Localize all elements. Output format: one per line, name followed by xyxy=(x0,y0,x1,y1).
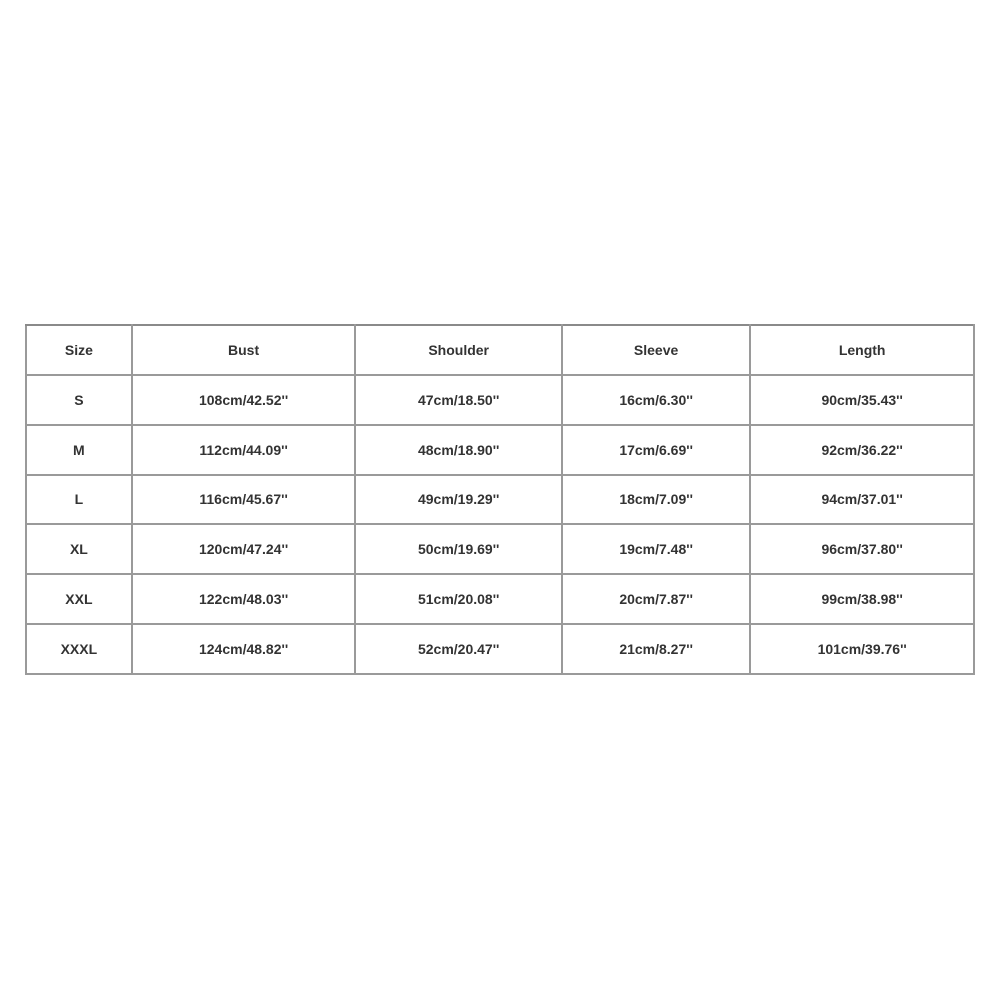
sleeve-cell: 20cm/7.87'' xyxy=(562,574,750,624)
bust-cell: 116cm/45.67'' xyxy=(132,475,356,525)
bust-cell: 120cm/47.24'' xyxy=(132,524,356,574)
header-bust: Bust xyxy=(132,325,356,375)
bust-cell: 124cm/48.82'' xyxy=(132,624,356,674)
sleeve-cell: 19cm/7.48'' xyxy=(562,524,750,574)
shoulder-cell: 52cm/20.47'' xyxy=(355,624,562,674)
shoulder-cell: 51cm/20.08'' xyxy=(355,574,562,624)
size-cell: L xyxy=(26,475,132,525)
size-cell: M xyxy=(26,425,132,475)
shoulder-cell: 49cm/19.29'' xyxy=(355,475,562,525)
length-cell: 92cm/36.22'' xyxy=(750,425,974,475)
shoulder-cell: 48cm/18.90'' xyxy=(355,425,562,475)
bust-cell: 112cm/44.09'' xyxy=(132,425,356,475)
length-cell: 94cm/37.01'' xyxy=(750,475,974,525)
table-row xyxy=(26,425,974,475)
length-cell: 90cm/35.43'' xyxy=(750,375,974,425)
size-cell: XXL xyxy=(26,574,132,624)
header-size: Size xyxy=(26,325,132,375)
size-cell: S xyxy=(26,375,132,425)
sleeve-cell: 21cm/8.27'' xyxy=(562,624,750,674)
header-sleeve: Sleeve xyxy=(562,325,750,375)
size-cell: XL xyxy=(26,524,132,574)
sleeve-cell: 18cm/7.09'' xyxy=(562,475,750,525)
header-row xyxy=(26,325,974,375)
header-shoulder: Shoulder xyxy=(355,325,562,375)
header-length: Length xyxy=(750,325,974,375)
table-row xyxy=(26,574,974,624)
length-cell: 101cm/39.76'' xyxy=(750,624,974,674)
bust-cell: 122cm/48.03'' xyxy=(132,574,356,624)
table-row xyxy=(26,375,974,425)
table-row xyxy=(26,475,974,525)
size-chart-table xyxy=(25,324,975,675)
bust-cell: 108cm/42.52'' xyxy=(132,375,356,425)
sleeve-cell: 17cm/6.69'' xyxy=(562,425,750,475)
length-cell: 99cm/38.98'' xyxy=(750,574,974,624)
shoulder-cell: 50cm/19.69'' xyxy=(355,524,562,574)
shoulder-cell: 47cm/18.50'' xyxy=(355,375,562,425)
sleeve-cell: 16cm/6.30'' xyxy=(562,375,750,425)
table-row xyxy=(26,624,974,674)
size-cell: XXXL xyxy=(26,624,132,674)
table-row xyxy=(26,524,974,574)
length-cell: 96cm/37.80'' xyxy=(750,524,974,574)
